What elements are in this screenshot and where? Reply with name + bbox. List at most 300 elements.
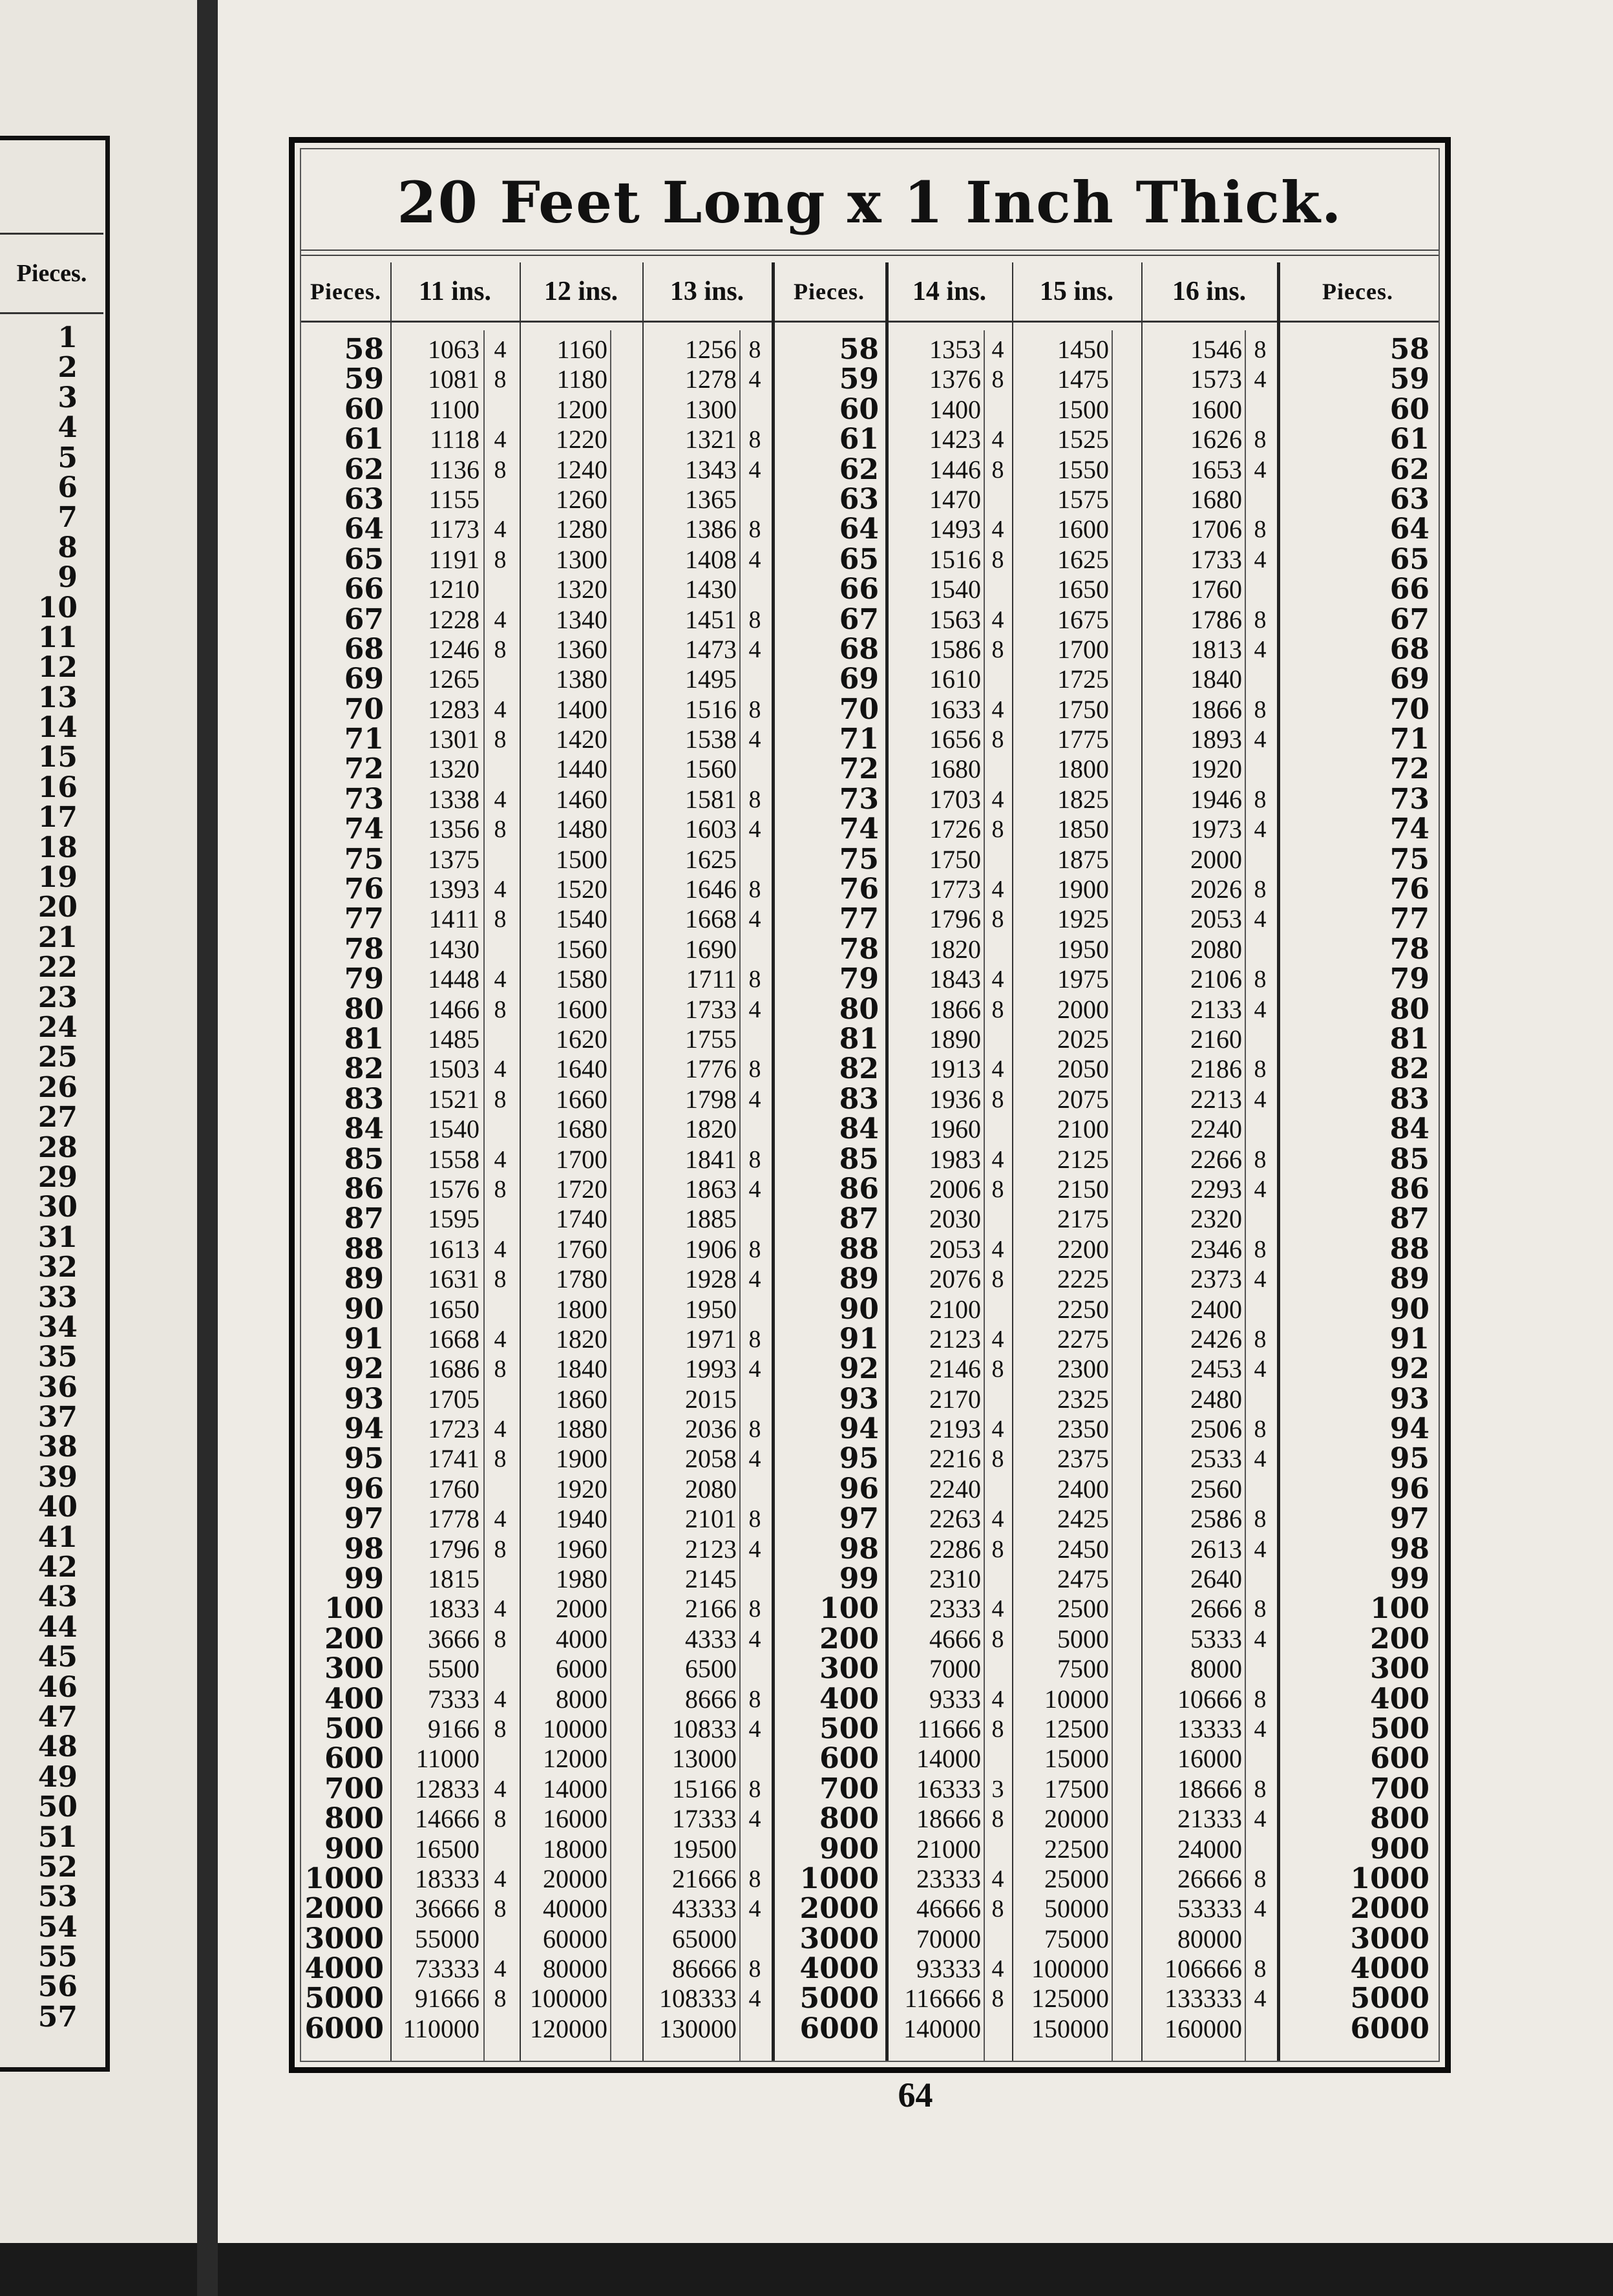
fraction-14-ins: 8 xyxy=(991,546,1004,573)
value-11-ins: 7333 xyxy=(428,1684,480,1714)
value-12-ins: 10000 xyxy=(543,1714,607,1743)
fraction-13-ins xyxy=(739,754,770,784)
value-13-ins: 6500 xyxy=(685,1654,737,1684)
table-inner-frame xyxy=(300,148,1440,2062)
fraction-13-ins: 4 xyxy=(748,1625,761,1653)
pieces-mid-cell: 89 xyxy=(839,1262,879,1296)
value-12-ins: 14000 xyxy=(543,1774,607,1803)
left-pieces-value: 34 xyxy=(37,1310,78,1344)
value-15-ins: 2325 xyxy=(1057,1384,1109,1414)
pieces-mid-cell: 800 xyxy=(819,1802,879,1836)
value-11-ins: 73333 xyxy=(415,1954,480,1984)
fraction-14-ins xyxy=(984,485,1012,515)
fraction-16-ins: 8 xyxy=(1254,1685,1267,1713)
fraction-16-ins xyxy=(1245,1654,1276,1684)
value-12-ins: 1620 xyxy=(556,1024,607,1054)
value-11-ins: 1668 xyxy=(428,1324,480,1354)
left-pieces-value: 46 xyxy=(37,1670,78,1704)
value-15-ins: 1500 xyxy=(1057,394,1109,424)
value-15-ins: 1700 xyxy=(1057,634,1109,664)
pieces-mid-cell: 69 xyxy=(839,663,879,696)
pieces-right-cell: 69 xyxy=(1389,663,1429,696)
fraction-14-ins xyxy=(984,1114,1012,1144)
value-16-ins: 2426 xyxy=(1190,1324,1242,1354)
fraction-16-ins: 4 xyxy=(1254,816,1267,844)
value-13-ins: 17333 xyxy=(672,1804,737,1834)
fraction-16-ins: 8 xyxy=(1254,1505,1267,1533)
value-15-ins: 1525 xyxy=(1057,425,1109,454)
table-row xyxy=(301,1054,1439,1084)
value-15-ins: 1950 xyxy=(1057,934,1109,964)
value-12-ins: 1700 xyxy=(556,1144,607,1174)
pieces-mid-cell: 61 xyxy=(839,423,879,456)
fraction-16-ins xyxy=(1245,1204,1276,1234)
pieces-right-cell: 91 xyxy=(1389,1322,1429,1355)
value-14-ins: 18666 xyxy=(916,1804,981,1834)
fraction-14-ins: 8 xyxy=(991,635,1004,663)
fraction-13-ins: 4 xyxy=(748,546,761,573)
value-12-ins: 4000 xyxy=(556,1624,607,1653)
fraction-11-ins xyxy=(483,1385,517,1414)
pieces-right-cell: 76 xyxy=(1389,873,1429,906)
fraction-13-ins xyxy=(739,1744,770,1774)
value-13-ins: 65000 xyxy=(672,1924,737,1953)
fraction-14-ins: 4 xyxy=(991,696,1004,723)
fraction-11-ins: 4 xyxy=(494,1056,507,1083)
value-15-ins: 75000 xyxy=(1044,1924,1109,1953)
value-13-ins: 1538 xyxy=(685,725,737,754)
value-11-ins: 18333 xyxy=(415,1864,480,1893)
fraction-13-ins: 8 xyxy=(748,785,761,813)
pieces-right-cell: 900 xyxy=(1370,1832,1429,1865)
value-13-ins: 1776 xyxy=(685,1054,737,1084)
fraction-14-ins xyxy=(984,575,1012,604)
pieces-mid-cell: 82 xyxy=(839,1052,879,1086)
fraction-16-ins: 4 xyxy=(1254,1625,1267,1653)
fraction-16-ins xyxy=(1245,575,1276,604)
value-11-ins: 5500 xyxy=(428,1654,480,1684)
value-15-ins: 2425 xyxy=(1057,1504,1109,1534)
fraction-16-ins: 4 xyxy=(1254,726,1267,754)
table-body xyxy=(301,335,1439,2044)
fraction-13-ins: 4 xyxy=(748,1715,761,1743)
table-row xyxy=(301,632,1439,666)
left-facing-page xyxy=(0,0,197,2243)
value-15-ins: 7500 xyxy=(1057,1654,1109,1684)
value-13-ins: 1690 xyxy=(685,934,737,964)
fraction-11-ins: 4 xyxy=(494,1325,507,1353)
table-row xyxy=(301,1924,1439,1954)
fraction-13-ins: 4 xyxy=(748,1175,761,1203)
pieces-left-cell: 76 xyxy=(344,873,384,906)
fraction-14-ins: 8 xyxy=(991,1445,1004,1473)
left-pieces-value: 56 xyxy=(37,1970,78,2004)
fraction-11-ins: 8 xyxy=(494,1625,507,1653)
fraction-14-ins xyxy=(984,754,1012,784)
value-11-ins: 12833 xyxy=(415,1774,480,1803)
pieces-mid-cell: 700 xyxy=(819,1772,879,1805)
pieces-left-cell: 3000 xyxy=(304,1922,384,1955)
table-row xyxy=(301,515,1439,544)
value-12-ins: 1280 xyxy=(556,515,607,544)
value-14-ins: 1376 xyxy=(929,365,981,394)
table-row xyxy=(301,602,1439,636)
value-12-ins: 1920 xyxy=(556,1474,607,1504)
fraction-16-ins: 4 xyxy=(1254,1805,1267,1833)
value-12-ins: 1680 xyxy=(556,1114,607,1144)
table-row xyxy=(301,1114,1439,1144)
value-14-ins: 2076 xyxy=(929,1264,981,1294)
value-13-ins: 8666 xyxy=(685,1684,737,1714)
value-15-ins: 17500 xyxy=(1044,1774,1109,1803)
value-14-ins: 1680 xyxy=(929,754,981,784)
left-pieces-value: 38 xyxy=(37,1430,78,1464)
value-12-ins: 40000 xyxy=(543,1894,607,1924)
left-pieces-value: 13 xyxy=(37,681,78,714)
pieces-mid-cell: 93 xyxy=(839,1382,879,1416)
pieces-mid-cell: 5000 xyxy=(799,1982,879,2015)
left-pieces-value: 14 xyxy=(37,711,78,745)
value-15-ins: 12500 xyxy=(1044,1714,1109,1743)
fraction-16-ins xyxy=(1245,1564,1276,1594)
fraction-16-ins xyxy=(1245,845,1276,875)
left-pieces-value: 29 xyxy=(37,1160,78,1194)
pieces-mid-cell: 98 xyxy=(839,1532,879,1566)
value-12-ins: 1660 xyxy=(556,1084,607,1114)
table-row xyxy=(301,1142,1439,1176)
fraction-13-ins: 4 xyxy=(748,456,761,484)
pieces-right-cell: 84 xyxy=(1389,1112,1429,1146)
pieces-left-cell: 900 xyxy=(324,1832,384,1865)
fraction-14-ins xyxy=(984,664,1012,694)
value-15-ins: 1550 xyxy=(1057,454,1109,484)
value-11-ins: 11000 xyxy=(416,1744,480,1774)
value-13-ins: 1668 xyxy=(685,904,737,934)
pieces-left-cell: 95 xyxy=(344,1442,384,1476)
pieces-mid-cell: 87 xyxy=(839,1202,879,1236)
value-15-ins: 5000 xyxy=(1057,1624,1109,1653)
value-12-ins: 1520 xyxy=(556,875,607,904)
value-16-ins: 2586 xyxy=(1190,1504,1242,1534)
value-15-ins: 2150 xyxy=(1057,1174,1109,1204)
value-15-ins: 2350 xyxy=(1057,1414,1109,1444)
fraction-13-ins: 4 xyxy=(748,995,761,1023)
pieces-left-cell: 100 xyxy=(324,1592,384,1626)
value-14-ins: 2030 xyxy=(929,1204,981,1234)
pieces-mid-cell: 2000 xyxy=(799,1892,879,1926)
left-pieces-value: 51 xyxy=(37,1820,78,1854)
pieces-left-cell: 93 xyxy=(344,1382,384,1416)
table-row xyxy=(301,932,1439,966)
value-14-ins: 2286 xyxy=(929,1534,981,1564)
left-pieces-value: 35 xyxy=(37,1341,78,1374)
table-row xyxy=(301,1264,1439,1294)
fraction-13-ins: 4 xyxy=(748,1266,761,1293)
fraction-13-ins: 4 xyxy=(748,906,761,933)
table-row xyxy=(301,2014,1439,2044)
value-13-ins: 1863 xyxy=(685,1174,737,1204)
pieces-right-cell: 83 xyxy=(1389,1082,1429,1116)
fraction-11-ins: 4 xyxy=(494,1145,507,1173)
fraction-13-ins xyxy=(739,664,770,694)
pieces-right-cell: 92 xyxy=(1389,1352,1429,1386)
value-15-ins: 2500 xyxy=(1057,1594,1109,1624)
value-15-ins: 2450 xyxy=(1057,1534,1109,1564)
value-13-ins: 2166 xyxy=(685,1594,737,1624)
pieces-right-cell: 63 xyxy=(1389,482,1429,516)
value-15-ins: 50000 xyxy=(1044,1894,1109,1924)
value-16-ins: 80000 xyxy=(1177,1924,1242,1953)
fraction-13-ins: 8 xyxy=(748,1325,761,1353)
pieces-left-cell: 87 xyxy=(344,1202,384,1236)
value-15-ins: 1800 xyxy=(1057,754,1109,784)
fraction-11-ins: 4 xyxy=(494,336,507,363)
value-12-ins: 1940 xyxy=(556,1504,607,1534)
value-12-ins: 1580 xyxy=(556,964,607,994)
value-14-ins: 16333 xyxy=(916,1774,981,1803)
value-15-ins: 1625 xyxy=(1057,544,1109,574)
value-13-ins: 1971 xyxy=(685,1324,737,1354)
left-pieces-value: 27 xyxy=(37,1101,78,1134)
fraction-14-ins: 3 xyxy=(991,1775,1004,1803)
value-16-ins: 1653 xyxy=(1190,454,1242,484)
fraction-16-ins: 4 xyxy=(1254,1085,1267,1113)
fraction-14-ins: 8 xyxy=(991,1355,1004,1383)
value-12-ins: 80000 xyxy=(543,1954,607,1984)
pieces-right-cell: 77 xyxy=(1389,902,1429,936)
pieces-mid-cell: 70 xyxy=(839,692,879,726)
fraction-11-ins xyxy=(483,1744,517,1774)
header-12-ins: 12 ins. xyxy=(520,262,642,323)
value-11-ins: 1430 xyxy=(428,934,480,964)
left-pieces-value: 6 xyxy=(58,471,78,504)
fraction-16-ins xyxy=(1245,395,1276,425)
header-16-ins: 16 ins. xyxy=(1141,262,1277,323)
pieces-mid-cell: 73 xyxy=(839,782,879,816)
fraction-11-ins: 4 xyxy=(494,1416,507,1443)
pieces-right-cell: 59 xyxy=(1389,363,1429,396)
value-14-ins: 11666 xyxy=(917,1714,981,1743)
fraction-13-ins xyxy=(739,1114,770,1144)
fraction-11-ins: 8 xyxy=(494,1535,507,1563)
pieces-mid-cell: 74 xyxy=(839,813,879,846)
pieces-left-cell: 77 xyxy=(344,902,384,936)
fraction-11-ins: 8 xyxy=(494,1355,507,1383)
pieces-mid-cell: 63 xyxy=(839,482,879,516)
pieces-right-cell: 5000 xyxy=(1350,1982,1429,2015)
header-pieces-mid: Pieces. xyxy=(772,262,887,323)
fraction-13-ins: 8 xyxy=(748,696,761,723)
fraction-16-ins: 4 xyxy=(1254,456,1267,484)
value-13-ins: 1430 xyxy=(685,575,737,604)
pieces-left-cell: 62 xyxy=(344,452,384,486)
value-14-ins: 2170 xyxy=(929,1384,981,1414)
value-15-ins: 1900 xyxy=(1057,875,1109,904)
value-13-ins: 1581 xyxy=(685,784,737,814)
value-16-ins: 5333 xyxy=(1190,1624,1242,1653)
fraction-16-ins: 4 xyxy=(1254,1535,1267,1563)
left-pieces-value: 36 xyxy=(37,1370,78,1404)
fraction-13-ins: 8 xyxy=(748,516,761,544)
table-row xyxy=(301,452,1439,486)
fraction-13-ins: 4 xyxy=(748,1355,761,1383)
pieces-left-cell: 70 xyxy=(344,692,384,726)
table-row xyxy=(301,1744,1439,1774)
value-16-ins: 1920 xyxy=(1190,754,1242,784)
fraction-11-ins: 8 xyxy=(494,1085,507,1113)
value-14-ins: 1703 xyxy=(929,784,981,814)
value-16-ins: 2293 xyxy=(1190,1174,1242,1204)
pieces-left-cell: 96 xyxy=(344,1472,384,1505)
table-row xyxy=(301,575,1439,604)
value-14-ins: 1866 xyxy=(929,994,981,1024)
value-13-ins: 1906 xyxy=(685,1234,737,1264)
pieces-mid-cell: 68 xyxy=(839,632,879,666)
table-row xyxy=(301,782,1439,816)
value-16-ins: 2506 xyxy=(1190,1414,1242,1444)
value-12-ins: 1260 xyxy=(556,484,607,514)
fraction-13-ins: 4 xyxy=(748,1535,761,1563)
value-13-ins: 1321 xyxy=(685,425,737,454)
value-12-ins: 1860 xyxy=(556,1384,607,1414)
pieces-mid-cell: 67 xyxy=(839,602,879,636)
value-11-ins: 14666 xyxy=(415,1804,480,1834)
value-11-ins: 1595 xyxy=(428,1204,480,1234)
pieces-left-cell: 63 xyxy=(344,482,384,516)
value-15-ins: 150000 xyxy=(1031,2014,1109,2043)
table-row xyxy=(301,1894,1439,1924)
table-row xyxy=(301,1444,1439,1474)
left-pieces-value: 15 xyxy=(37,741,78,774)
pieces-mid-cell: 72 xyxy=(839,752,879,786)
table-row xyxy=(301,875,1439,904)
value-14-ins: 1913 xyxy=(929,1054,981,1084)
fraction-16-ins xyxy=(1245,1474,1276,1504)
table-row xyxy=(301,1504,1439,1534)
fraction-11-ins: 4 xyxy=(494,426,507,454)
fraction-11-ins: 4 xyxy=(494,1955,507,1983)
table-row xyxy=(301,1624,1439,1654)
value-15-ins: 1925 xyxy=(1057,904,1109,934)
value-16-ins: 2186 xyxy=(1190,1054,1242,1084)
value-12-ins: 1980 xyxy=(556,1564,607,1594)
fraction-13-ins: 4 xyxy=(748,816,761,844)
fraction-14-ins xyxy=(984,1204,1012,1234)
header-15-ins: 15 ins. xyxy=(1012,262,1141,323)
pieces-right-cell: 87 xyxy=(1389,1202,1429,1236)
value-16-ins: 2160 xyxy=(1190,1024,1242,1054)
fraction-11-ins: 4 xyxy=(494,1505,507,1533)
left-pieces-value: 52 xyxy=(37,1850,78,1884)
fraction-16-ins: 8 xyxy=(1254,606,1267,633)
left-pieces-value: 19 xyxy=(37,861,78,895)
table-row xyxy=(301,1864,1439,1894)
value-14-ins: 2146 xyxy=(929,1354,981,1384)
value-15-ins: 1875 xyxy=(1057,844,1109,874)
value-15-ins: 1825 xyxy=(1057,784,1109,814)
fraction-16-ins xyxy=(1245,1744,1276,1774)
fraction-14-ins xyxy=(984,2014,1012,2044)
fraction-11-ins xyxy=(483,1025,517,1054)
value-11-ins: 1613 xyxy=(428,1234,480,1264)
pieces-left-cell: 90 xyxy=(344,1292,384,1326)
fraction-14-ins xyxy=(984,1474,1012,1504)
pieces-right-cell: 74 xyxy=(1389,813,1429,846)
fraction-14-ins: 4 xyxy=(991,785,1004,813)
table-row xyxy=(301,1594,1439,1624)
fraction-16-ins xyxy=(1245,1114,1276,1144)
value-14-ins: 2216 xyxy=(929,1444,981,1474)
pieces-mid-cell: 200 xyxy=(819,1622,879,1655)
pieces-right-cell: 89 xyxy=(1389,1262,1429,1296)
value-15-ins: 1450 xyxy=(1057,335,1109,364)
fraction-14-ins xyxy=(984,1744,1012,1774)
fraction-11-ins xyxy=(483,485,517,515)
left-pieces-value: 54 xyxy=(37,1910,78,1944)
value-11-ins: 1411 xyxy=(428,904,480,934)
value-13-ins: 2015 xyxy=(685,1384,737,1414)
value-16-ins: 18666 xyxy=(1177,1774,1242,1803)
fraction-11-ins: 8 xyxy=(494,635,507,663)
fraction-14-ins: 8 xyxy=(991,1805,1004,1833)
pieces-left-cell: 83 xyxy=(344,1082,384,1116)
pieces-right-cell: 90 xyxy=(1389,1292,1429,1326)
pieces-left-cell: 5000 xyxy=(304,1982,384,2015)
fraction-14-ins xyxy=(984,1834,1012,1864)
pieces-left-cell: 81 xyxy=(344,1022,384,1056)
value-12-ins: 1500 xyxy=(556,844,607,874)
pieces-left-cell: 2000 xyxy=(304,1892,384,1926)
value-11-ins: 1521 xyxy=(428,1084,480,1114)
value-15-ins: 1750 xyxy=(1057,694,1109,724)
value-16-ins: 53333 xyxy=(1177,1894,1242,1924)
pieces-right-cell: 6000 xyxy=(1350,2012,1429,2045)
value-14-ins: 116666 xyxy=(904,1984,981,2014)
value-11-ins: 1155 xyxy=(428,484,480,514)
fraction-16-ins: 4 xyxy=(1254,1985,1267,2013)
value-12-ins: 1560 xyxy=(556,934,607,964)
fraction-13-ins: 8 xyxy=(748,1145,761,1173)
fraction-13-ins xyxy=(739,1295,770,1324)
value-13-ins: 2101 xyxy=(685,1504,737,1534)
fraction-11-ins: 8 xyxy=(494,366,507,394)
table-row xyxy=(301,1232,1439,1266)
value-15-ins: 2275 xyxy=(1057,1324,1109,1354)
value-15-ins: 10000 xyxy=(1044,1684,1109,1714)
value-15-ins: 1575 xyxy=(1057,484,1109,514)
value-15-ins: 1775 xyxy=(1057,725,1109,754)
value-14-ins: 140000 xyxy=(903,2014,981,2043)
value-11-ins: 1558 xyxy=(428,1144,480,1174)
value-16-ins: 1760 xyxy=(1190,575,1242,604)
fraction-16-ins: 8 xyxy=(1254,1595,1267,1623)
value-13-ins: 1408 xyxy=(685,544,737,574)
value-14-ins: 23333 xyxy=(916,1864,981,1893)
value-13-ins: 1711 xyxy=(686,964,737,994)
pieces-right-cell: 200 xyxy=(1370,1622,1429,1655)
table-row xyxy=(301,1954,1439,1984)
value-14-ins: 2263 xyxy=(929,1504,981,1534)
fraction-14-ins: 4 xyxy=(991,606,1004,633)
pieces-mid-cell: 90 xyxy=(839,1292,879,1326)
fraction-11-ins: 8 xyxy=(494,1805,507,1833)
pieces-mid-cell: 86 xyxy=(839,1172,879,1206)
value-16-ins: 1600 xyxy=(1190,394,1242,424)
value-11-ins: 1265 xyxy=(428,664,480,694)
pieces-left-cell: 82 xyxy=(344,1052,384,1086)
value-15-ins: 2100 xyxy=(1057,1114,1109,1144)
fraction-16-ins: 8 xyxy=(1254,1145,1267,1173)
